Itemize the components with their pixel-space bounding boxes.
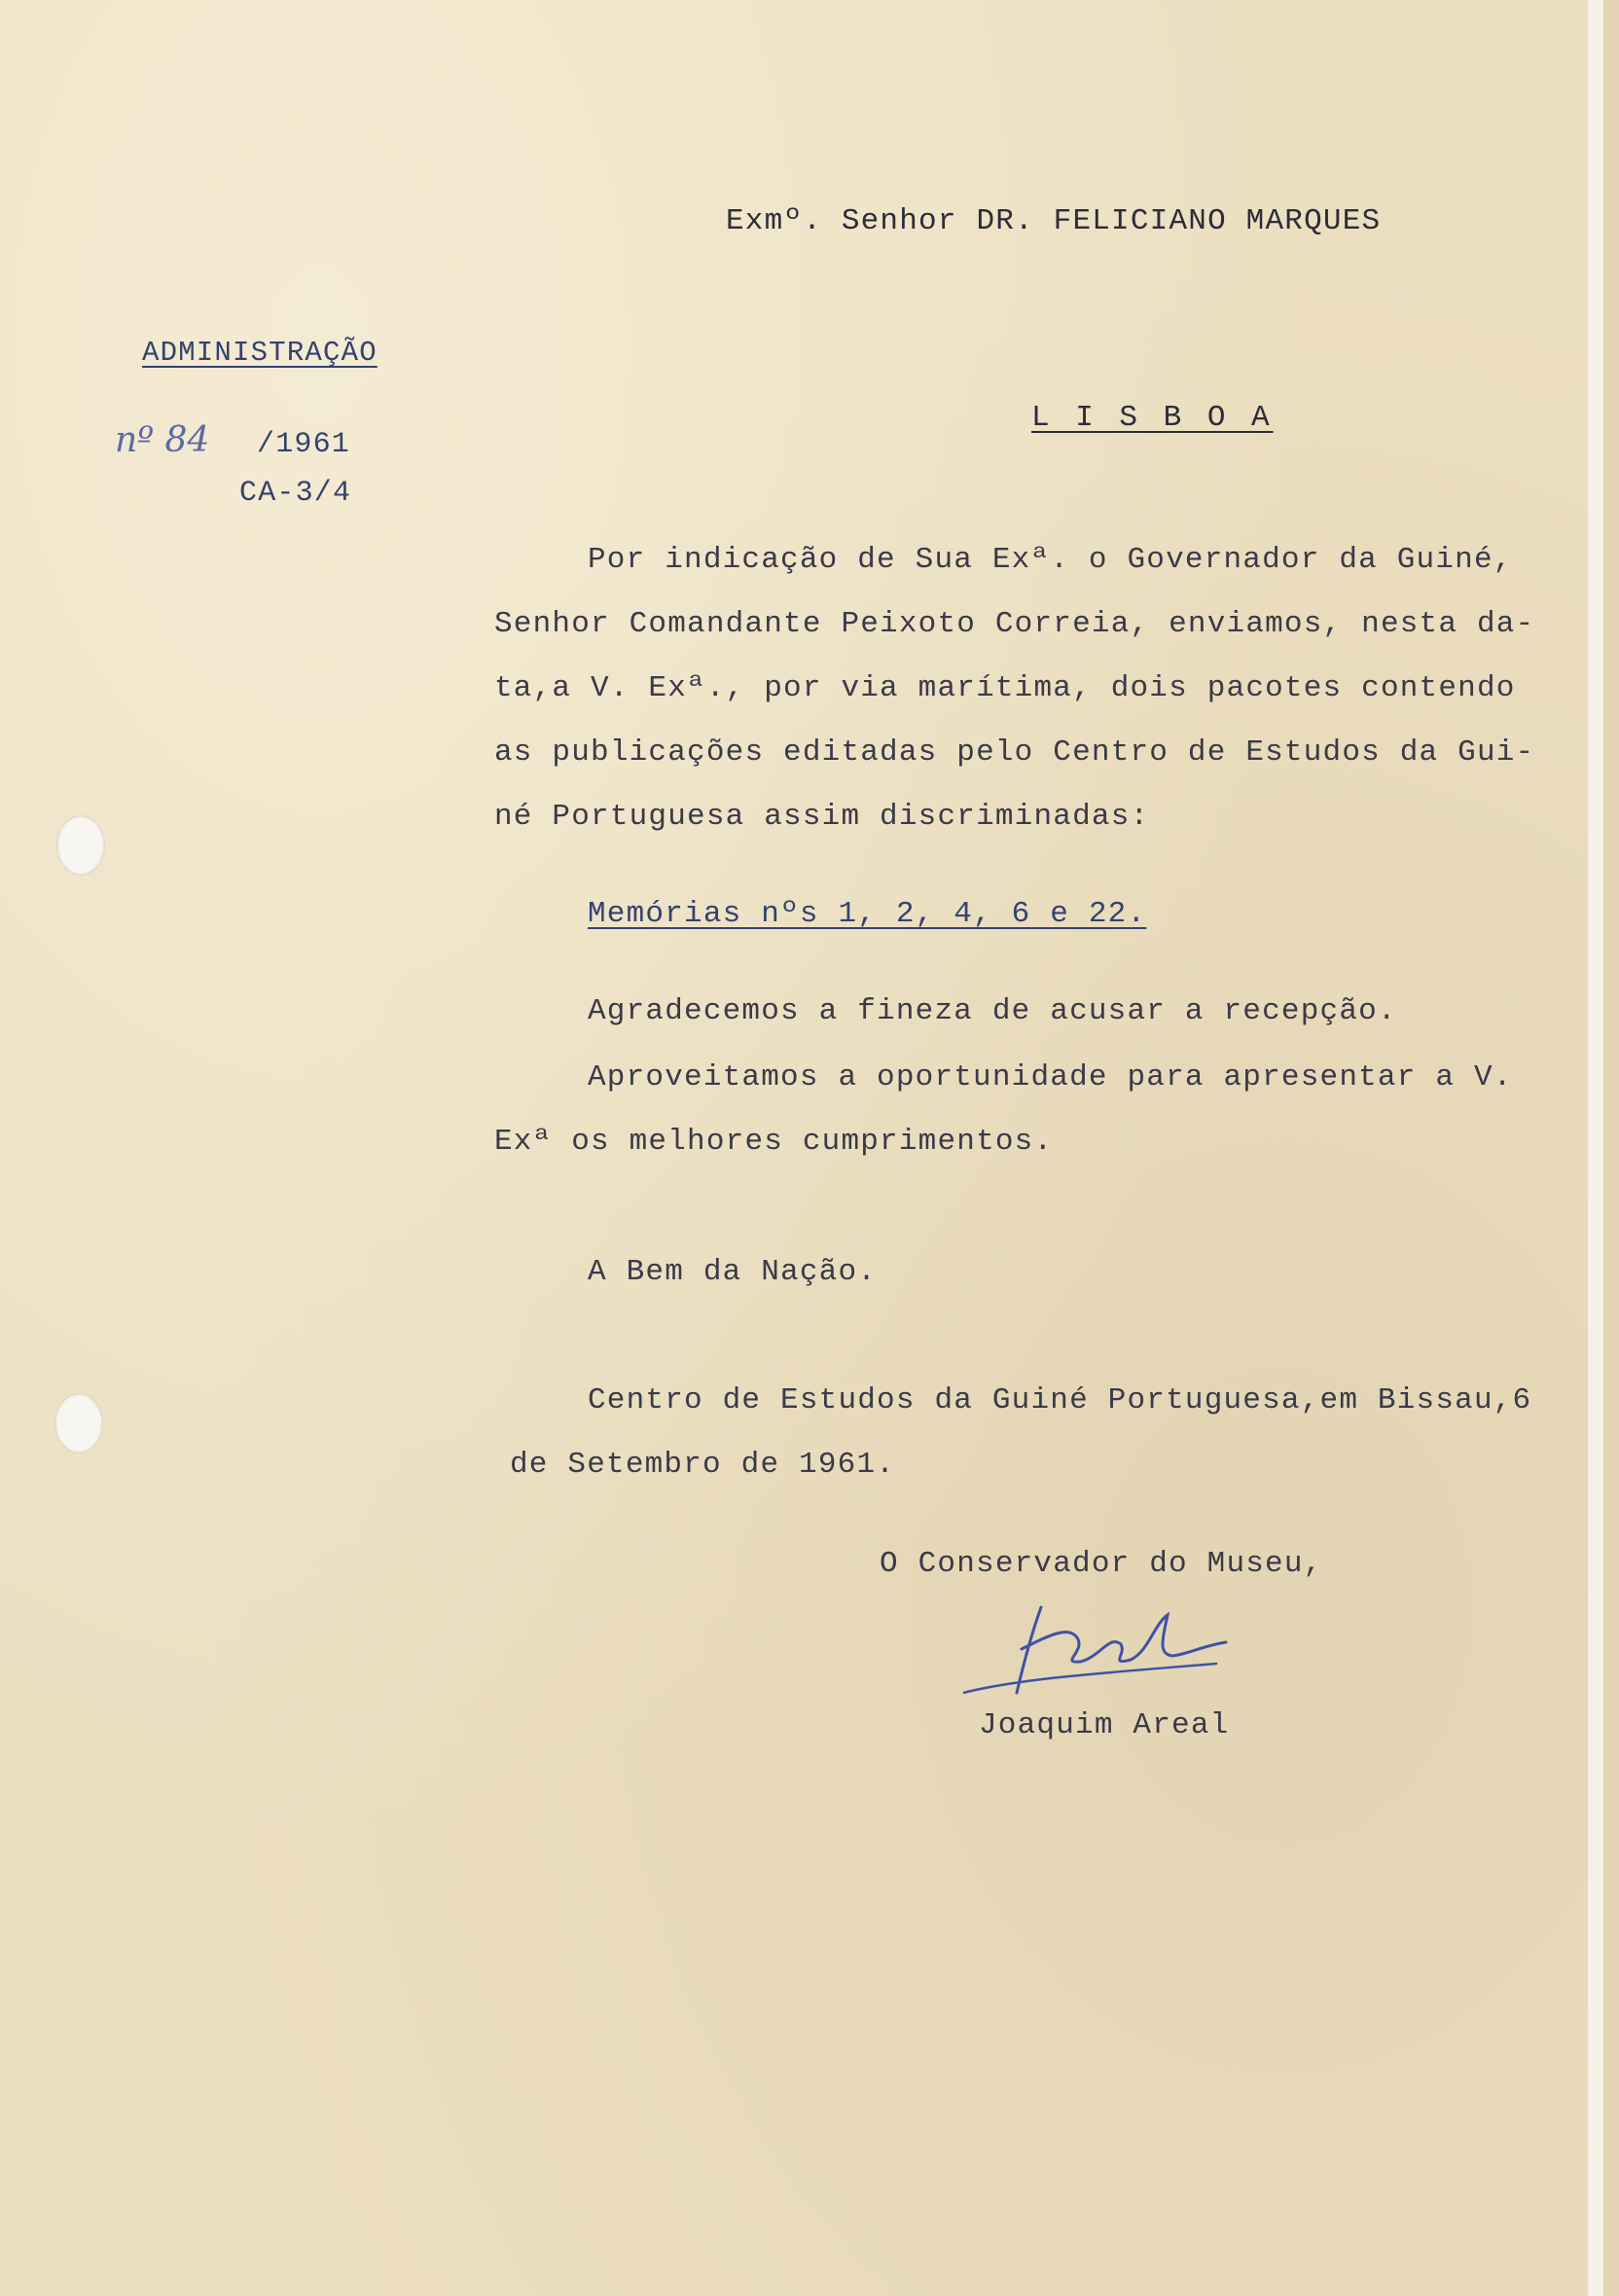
body-line: ta,a V. Exª., por via marítima, dois pacotes contendo [494,671,1516,705]
body-line: Senhor Comandante Peixoto Correia, enviamos, nesta da- [494,607,1535,641]
city-heading: L I S B O A [1031,401,1274,435]
thanks-line: Agradecemos a fineza de acusar a recepção. [588,994,1397,1028]
page-edge [1588,0,1603,2296]
closing-line: Aproveitamos a oportunidade para apresentar a V. [588,1060,1513,1094]
department-label: ADMINISTRAÇÃO [142,337,378,369]
body-line: as publicações editadas pelo Centro de Estudos da Gui- [494,735,1535,770]
memorias-list: Memórias nºs 1, 2, 4, 6 e 22. [588,897,1147,931]
handwritten-reference: nº 84 [115,420,210,460]
addressee-line: Exmº. Senhor DR. FELICIANO MARQUES [726,204,1382,238]
salute-line: A Bem da Nação. [588,1255,878,1289]
signer-role: O Conservador do Museu, [880,1547,1323,1581]
punch-hole-bottom [54,1393,103,1453]
signer-name: Joaquim Areal [979,1708,1230,1742]
reference-year: /1961 [257,428,351,461]
closing-line: Exª os melhores cumprimentos. [494,1125,1054,1159]
body-line: né Portuguesa assim discriminadas: [494,800,1150,834]
reference-code: CA-3/4 [239,477,352,510]
place-date-line: Centro de Estudos da Guiné Portuguesa,em Bissau,6 [588,1383,1532,1417]
place-date-line: de Setembro de 1961. [510,1448,896,1482]
handwritten-signature [963,1596,1255,1712]
body-line: Por indicação de Sua Exª. o Governador da Guiné, [588,543,1513,577]
punch-hole-top [56,815,105,876]
